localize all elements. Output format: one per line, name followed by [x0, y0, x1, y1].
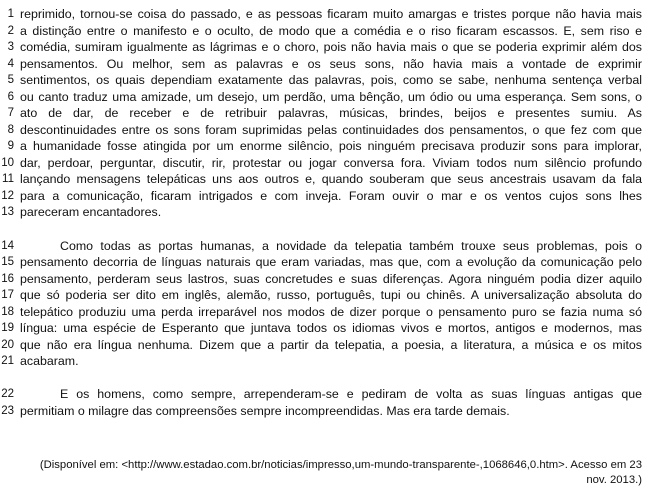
line-text: permitiam o milagre das compreensões sempre incompreendidas. Mas era tarde demais.	[20, 403, 510, 418]
line-text: para a comunicação, ficaram intrigados e com inveja. Foram ouvir o mar e os ventos cujos sons lhes	[20, 188, 642, 203]
text-line	[7, 72, 642, 89]
text-line	[1, 204, 642, 221]
source-line-1: (Disponível em: <http://www.estadao.com.br/noticias/impresso,um-mundo-transparente-,1068646,0.htm>. Acesso em 23	[39, 459, 642, 471]
text-line	[1, 386, 642, 403]
line-text: telepático produziu uma perda irreparável nos modos de dizer porque o pensamento puro se fazia numa só	[20, 304, 642, 319]
line-number: 9	[7, 140, 14, 152]
line-text: acabaram.	[20, 354, 79, 368]
line-number: 11	[2, 173, 14, 185]
text-line	[7, 56, 642, 73]
line-text: que não era língua nenhuma. Dizem que a partir da telepatia, a poesia, a literatura, a música e os mitos	[20, 337, 642, 352]
line-text: descontinuidades entre os sons foram suprimidas pelas continuidades dos pensamentos, o que fez com que	[20, 122, 642, 137]
text-line	[1, 337, 642, 354]
line-number: 12	[1, 189, 14, 202]
line-number: 16	[1, 272, 14, 285]
line-text: sentimentos, os quais dependiam exatamente das palavras, pois, como se sabe, nenhuma sentença verbal	[20, 73, 642, 87]
line-text: ou canto traduz uma amizade, um desejo, um perdão, uma bênção, um ódio ou uma esperança. Sem sons, o	[20, 89, 642, 104]
line-text: dar, perdoar, perguntar, discutir, rir, protestar ou jogar conversa fora. Viviam todos num silêncio profundo	[20, 155, 642, 170]
line-text: lançando mensagens telepáticas uns aos outros e, quando souberam que seus ancestrais usavam da fala	[20, 172, 642, 186]
text-line	[7, 23, 642, 40]
line-number: 17	[1, 289, 14, 301]
line-text: que só poderia ser dito em inglês, alemão, russo, português, tupi ou chinês. A universalização absoluta do	[20, 288, 642, 302]
text-line	[7, 105, 642, 122]
line-number: 22	[1, 388, 14, 400]
text-line	[1, 254, 642, 271]
text-line	[1, 155, 642, 172]
line-number: 1	[7, 8, 14, 20]
line-text: reprimido, tornou-se coisa do passado, e as pessoas ficaram muito amargas e tristes porque não havia mais	[20, 7, 642, 21]
source-citation	[24, 458, 642, 488]
line-number: 5	[7, 74, 14, 86]
line-text: a humanidade fosse atingida por um enorme silêncio, pois ninguém precisava produzir sons para implorar,	[20, 139, 642, 153]
line-text: comédia, sumiram igualmente as lágrimas e o choro, pois não havia mais o que se poderia exprimir além dos	[20, 40, 642, 54]
line-number: 3	[7, 41, 14, 53]
line-number: 7	[7, 107, 14, 119]
text-line	[2, 171, 642, 188]
line-text: Como todas as portas humanas, a novidade da telepatia também trouxe seus problemas, pois o	[60, 238, 642, 253]
text-line	[7, 6, 642, 23]
text-line	[1, 304, 642, 321]
line-text: pensamentos. Ou melhor, sem as palavras e os seus sons, não havia mais a vontade de exprimir	[20, 56, 642, 71]
text-line	[1, 320, 642, 337]
line-text: língua: uma espécie de Esperanto que juntava todos os idiomas vivos e mortos, antigos e modernos, mas	[20, 321, 642, 335]
source-line-2: nov. 2013.)	[586, 474, 642, 486]
line-text: pensamento decorria de línguas naturais que eram variadas, mas que, com a evolução da comunicação pelo	[20, 255, 642, 269]
line-number: 20	[1, 338, 14, 351]
text-line	[7, 138, 642, 155]
line-text: a distinção entre o manifesto e o oculto, de modo que a comédia e o riso ficaram escassos. E, sem riso e	[20, 23, 642, 38]
line-number: 4	[7, 57, 14, 70]
line-number: 13	[1, 206, 14, 218]
text-line	[1, 287, 642, 304]
line-number: 10	[1, 156, 14, 169]
line-number: 6	[7, 90, 14, 103]
text-line	[7, 122, 642, 139]
line-number: 2	[7, 24, 14, 37]
line-number: 14	[1, 239, 14, 252]
text-line	[1, 353, 642, 370]
line-number: 18	[1, 305, 14, 318]
text-line	[1, 271, 642, 288]
line-text: pareceram encantadores.	[20, 205, 162, 219]
text-line	[1, 238, 642, 255]
line-number: 19	[1, 322, 14, 334]
text-line	[7, 39, 642, 56]
line-text: pensamento, perderam seus lastros, suas concretudes e suas diferenças. Agora ninguém podia dizer aquilo	[20, 271, 642, 286]
text-line	[1, 188, 642, 205]
line-text: ato de dar, de receber e de retribuir palavras, músicas, brindes, beijos e presentes sumiu. As	[20, 106, 642, 120]
line-number: 15	[1, 256, 14, 268]
line-number: 23	[1, 404, 14, 417]
text-line	[7, 89, 642, 106]
line-number: 8	[7, 123, 14, 136]
line-number: 21	[1, 355, 14, 367]
line-text: E os homens, como sempre, arrependeram-se e pediram de volta as suas línguas antigas que	[60, 387, 642, 401]
text-line	[1, 403, 642, 420]
